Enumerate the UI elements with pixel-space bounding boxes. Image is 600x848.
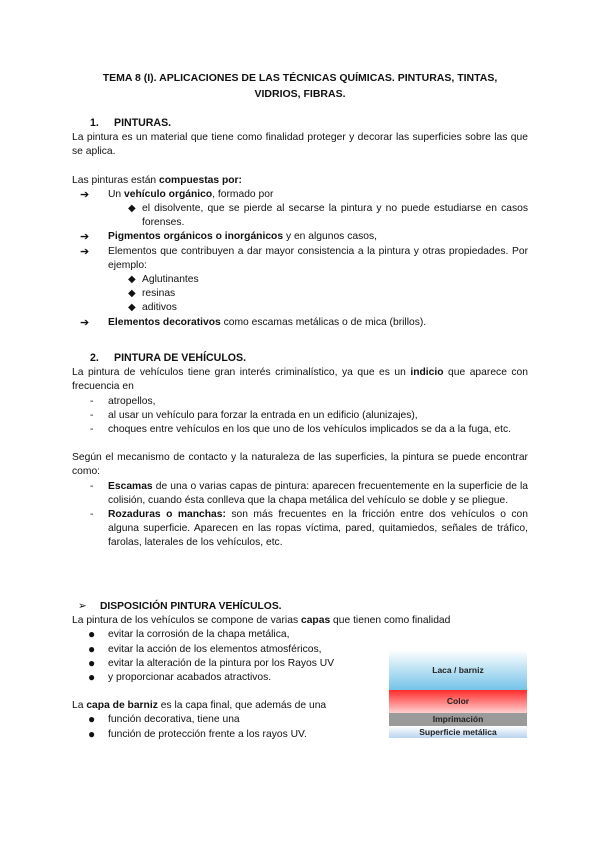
bullet-icon: ● bbox=[88, 641, 96, 656]
arrow-icon: ➔ bbox=[80, 316, 90, 329]
section-pinturas bbox=[72, 116, 528, 330]
arrow-icon: ➔ bbox=[80, 245, 90, 258]
paragraph-capas: La pintura de los vehículos se compone de varias capas que tienen como finalidad bbox=[72, 615, 451, 627]
diamond-bullet-icon: ◆ bbox=[128, 288, 136, 300]
usage-list bbox=[72, 395, 528, 438]
list-item: ● y proporcionar acabados atractivos. bbox=[88, 670, 272, 685]
list-item: ◆ resinas bbox=[72, 287, 528, 301]
bullet-icon: ● bbox=[88, 712, 96, 727]
layer-laca-barniz: Laca / barniz bbox=[389, 650, 527, 690]
list-item: ➔ Pigmentos orgánicos o inorgánicos y en algunos casos, bbox=[80, 231, 377, 244]
diamond-bullet-icon: ◆ bbox=[128, 302, 136, 314]
section-heading-disposicion: ➢ DISPOSICIÓN PINTURA VEHÍCULOS. bbox=[72, 600, 528, 614]
bullet-icon: ● bbox=[88, 655, 96, 670]
arrow-icon: ➔ bbox=[80, 231, 90, 244]
diamond-bullet-icon: ◆ bbox=[128, 203, 136, 215]
list-item: - Rozaduras o manchas: son más frecuentes en la fricción entre dos vehículos o con alguna superficie. Aparecen en las ropas víctima, pared, quitamiedos, señales de tráfico, farolas, laterales de los vehículos, etc. bbox=[90, 509, 528, 549]
arrow-icon: ➔ bbox=[80, 188, 90, 201]
list-item: ➔ Un vehículo orgánico, formado por bbox=[80, 188, 274, 201]
section-heading-pinturas: 1. PINTURAS. bbox=[90, 117, 172, 129]
layer-imprimacion: Imprimación bbox=[389, 713, 527, 726]
bullet-icon: ● bbox=[88, 726, 96, 741]
bullet-icon: ● bbox=[88, 627, 96, 642]
composition-list bbox=[72, 188, 528, 330]
arrowhead-icon: ➢ bbox=[78, 601, 87, 612]
list-item: ◆ el disolvente, que se pierde al secarse la pintura y no puede estudiarse en casos forenses. bbox=[128, 203, 528, 229]
section-pintura-vehiculos bbox=[72, 351, 528, 551]
paint-layers-diagram bbox=[389, 650, 527, 738]
list-item: - atropellos, bbox=[90, 395, 156, 407]
list-item: - al usar un vehículo para forzar la entrada en un edificio (alunizajes), bbox=[90, 409, 418, 421]
paragraph-intro: La pintura es un material que tiene como finalidad proteger y decorar las superficies sobre las que se aplica. bbox=[72, 132, 528, 158]
list-item: ● evitar la acción de los elementos atmosféricos, bbox=[88, 641, 322, 656]
section-heading-vehiculos: 2. PINTURA DE VEHÍCULOS. bbox=[90, 352, 247, 364]
diamond-bullet-icon: ◆ bbox=[128, 274, 136, 286]
list-item: ➔ Elementos que contribuyen a dar mayor consistencia a la pintura y otras propiedades. Por ejemplo: bbox=[80, 245, 528, 271]
list-item: ● evitar la alteración de la pintura por los Rayos UV bbox=[88, 655, 335, 670]
list-item: ● función decorativa, tiene una bbox=[88, 712, 240, 727]
layer-color: Color bbox=[389, 690, 527, 713]
bullet-icon: ● bbox=[88, 670, 96, 685]
list-item: ➔ Elementos decorativos como escamas metálicas o de mica (brillos). bbox=[80, 316, 427, 329]
list-item: ● evitar la corrosión de la chapa metálica, bbox=[88, 627, 290, 642]
paragraph-intro-vehiculos: La pintura de vehículos tiene gran interés criminalístico, ya que es un indicio que aparece con frecuencia en bbox=[72, 367, 529, 393]
paragraph-barniz: La capa de barniz es la capa final, que además de una bbox=[72, 700, 327, 712]
paragraph-composition: Las pinturas están compuestas por: bbox=[72, 174, 242, 186]
list-item: ◆ aditivos bbox=[72, 301, 528, 315]
list-item: ◆ Aglutinantes bbox=[72, 273, 528, 287]
list-item: - Escamas de una o varias capas de pintura: aparecen frecuentemente en la superficie de la colisión, cuando ésta conlleva que la chapa metálica del vehículo se doble y se pliegue. bbox=[90, 480, 528, 506]
page-title: TEMA 8 (I). APLICACIONES DE LAS TÉCNICAS QUÍMICAS. PINTURAS, TINTAS, VIDRIOS, FIBRAS. bbox=[102, 72, 498, 100]
list-item: - choques entre vehículos en los que uno de los vehículos implicados se da a la fuga, etc. bbox=[90, 424, 511, 436]
layer-superficie-metalica: Superficie metálica bbox=[389, 726, 527, 738]
forms-list bbox=[72, 480, 528, 551]
paragraph-mechanism: Según el mecanismo de contacto y la naturaleza de las superficies, la pintura se puede encontrar como: bbox=[72, 452, 528, 478]
list-item: ● función de protección frente a los rayos UV. bbox=[88, 726, 307, 741]
